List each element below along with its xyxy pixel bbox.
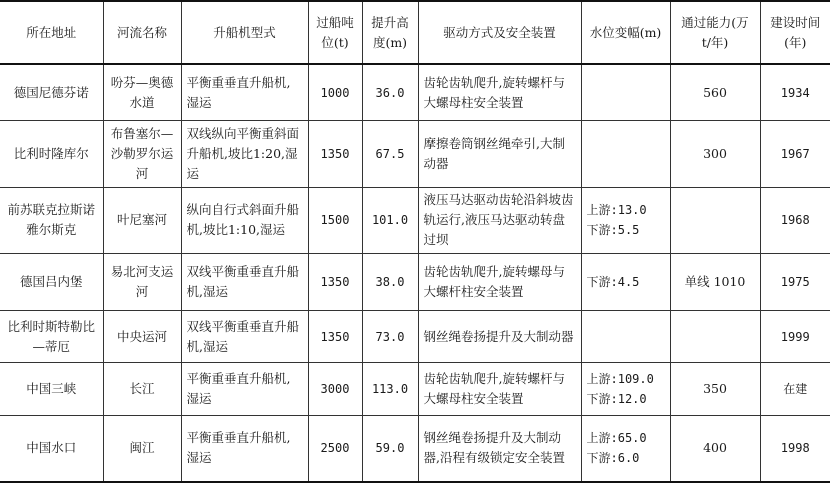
cell-year: 1998 [760,415,830,482]
cell-water-range [581,121,670,188]
cell-year: 1999 [760,310,830,363]
cell-capacity [670,187,760,254]
cell-capacity: 300 [670,121,760,188]
water-range-line: 上游:65.0 [586,431,647,446]
water-range-line: 上游:13.0 [586,203,647,218]
cell-type: 平衡重垂直升船机,湿运 [181,415,308,482]
cell-year: 在建 [760,363,830,416]
cell-height: 67.5 [362,121,418,188]
cell-year: 1968 [760,187,830,254]
cell-capacity: 单线 1010 [670,254,760,311]
cell-capacity: 400 [670,415,760,482]
cell-location: 比利时隆库尔 [0,121,103,188]
cell-tonnage: 1350 [308,254,362,311]
cell-capacity: 560 [670,64,760,121]
cell-year: 1975 [760,254,830,311]
table-row [0,254,830,311]
cell-river: 中央运河 [103,310,181,363]
cell-type: 双线平衡重垂直升船机,湿运 [181,254,308,311]
header-location: 所在地址 [0,1,103,64]
table-row [0,310,830,363]
cell-drive: 液压马达驱动齿轮沿斜坡齿轨运行,液压马达驱动转盘过坝 [418,187,581,254]
header-year: 建设时间(年) [760,1,830,64]
cell-water-range [581,415,670,482]
cell-height: 38.0 [362,254,418,311]
water-range-line: 下游:4.5 [586,275,640,290]
cell-location: 德国尼德芬诺 [0,64,103,121]
table-row [0,64,830,121]
cell-tonnage: 1500 [308,187,362,254]
header-row [0,1,830,64]
header-tonnage: 过船吨位(t) [308,1,362,64]
cell-river: 吩芬—奥德水道 [103,64,181,121]
cell-river: 布鲁塞尔—沙勒罗尔运河 [103,121,181,188]
cell-drive: 齿轮齿轨爬升,旋转螺母与大螺杆柱安全装置 [418,254,581,311]
header-river: 河流名称 [103,1,181,64]
cell-location: 德国吕内堡 [0,254,103,311]
cell-tonnage: 1350 [308,310,362,363]
cell-year: 1967 [760,121,830,188]
cell-location: 中国三峡 [0,363,103,416]
cell-drive: 齿轮齿轨爬升,旋转螺杆与大螺母柱安全装置 [418,363,581,416]
cell-capacity [670,310,760,363]
cell-capacity: 350 [670,363,760,416]
cell-height: 101.0 [362,187,418,254]
cell-water-range [581,64,670,121]
cell-drive: 齿轮齿轨爬升,旋转螺杆与大螺母柱安全装置 [418,64,581,121]
cell-river: 闽江 [103,415,181,482]
cell-type: 平衡重垂直升船机,湿运 [181,363,308,416]
header-capacity: 通过能力(万 t/年) [670,1,760,64]
water-range-line: 下游:12.0 [586,392,647,407]
cell-height: 36.0 [362,64,418,121]
cell-tonnage: 3000 [308,363,362,416]
cell-tonnage: 2500 [308,415,362,482]
cell-tonnage: 1000 [308,64,362,121]
table-row [0,363,830,416]
water-range-line: 上游:109.0 [586,372,654,387]
header-drive: 驱动方式及安全装置 [418,1,581,64]
cell-location: 中国水口 [0,415,103,482]
water-range-line: 下游:6.0 [586,451,640,466]
table-row [0,121,830,188]
cell-year: 1934 [760,64,830,121]
cell-height: 113.0 [362,363,418,416]
cell-water-range [581,254,670,311]
header-type: 升船机型式 [181,1,308,64]
cell-height: 73.0 [362,310,418,363]
water-range-line: 下游:5.5 [586,223,640,238]
cell-water-range [581,363,670,416]
cell-height: 59.0 [362,415,418,482]
cell-river: 易北河支运河 [103,254,181,311]
cell-location: 前苏联克拉斯诺雅尔斯克 [0,187,103,254]
cell-river: 长江 [103,363,181,416]
cell-type: 双线纵向平衡重斜面升船机,坡比1:20,湿运 [181,121,308,188]
cell-drive: 钢丝绳卷扬提升及大制动器,沿程有级锁定安全装置 [418,415,581,482]
cell-drive: 钢丝绳卷扬提升及大制动器 [418,310,581,363]
table-row [0,187,830,254]
cell-type: 纵向自行式斜面升船机,坡比1:10,湿运 [181,187,308,254]
cell-tonnage: 1350 [308,121,362,188]
cell-type: 双线平衡重垂直升船机,湿运 [181,310,308,363]
cell-water-range [581,187,670,254]
cell-type: 平衡重垂直升船机,湿运 [181,64,308,121]
header-water-range: 水位变幅(m) [581,1,670,64]
header-height: 提升高度(m) [362,1,418,64]
table-row [0,415,830,482]
cell-drive: 摩擦卷筒钢丝绳牵引,大制动器 [418,121,581,188]
cell-river: 叶尼塞河 [103,187,181,254]
cell-location: 比利时斯特勒比—蒂厄 [0,310,103,363]
cell-water-range [581,310,670,363]
